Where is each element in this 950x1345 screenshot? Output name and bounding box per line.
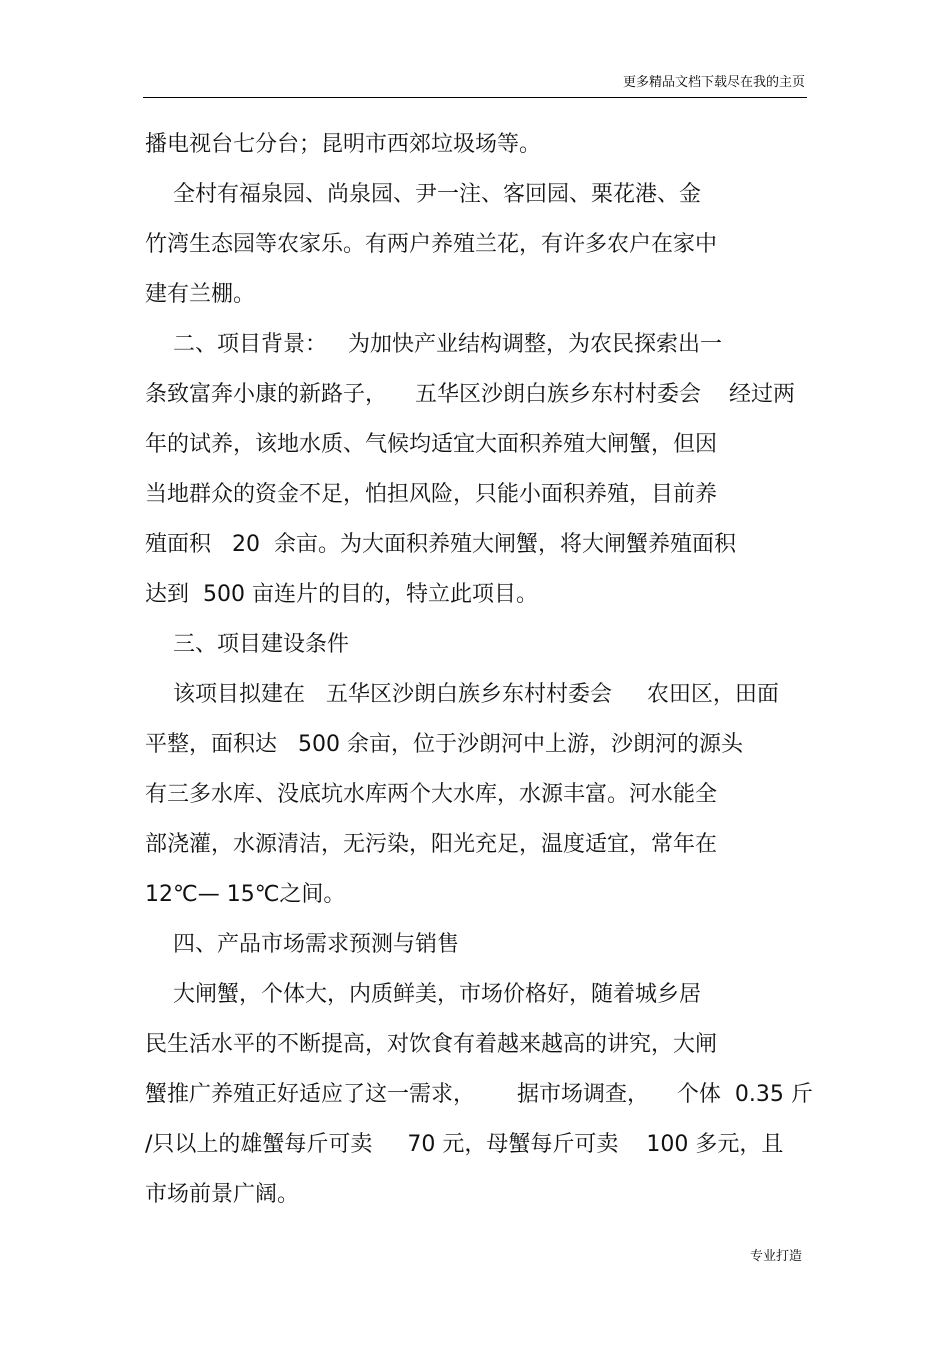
body-line: 当地群众的资金不足，怕担风险，只能小面积养殖，目前养 (145, 482, 718, 507)
body-line: 建有兰棚。 (145, 282, 256, 307)
body-line: 大闸蟹，个体大，内质鲜美，市场价格好，随着城乡居 (145, 982, 701, 1007)
body-line: 平整，面积达 500 余亩，位于沙朗河中上游，沙朗河的源头 (145, 732, 743, 757)
body-line: 蟹推广养殖正好适应了这一需求， 据市场调查， 个体 0.35 斤 (145, 1082, 813, 1107)
body-line: 二、项目背景： 为加快产业结构调整，为农民探索出一 (145, 332, 722, 357)
header-divider (143, 97, 807, 98)
body-line: 殖面积 20 余亩。为大面积养殖大闸蟹，将大闸蟹养殖面积 (145, 532, 736, 557)
body-line: 全村有福泉园、尚泉园、尹一注、客回园、栗花港、金 (145, 182, 701, 207)
footer-text: 专业打造 (749, 1249, 802, 1264)
body-line: 有三多水库、没底坑水库两个大水库，水源丰富。河水能全 (145, 782, 718, 807)
body-line: 竹湾生态园等农家乐。有两户养殖兰花，有许多农户在家中 (145, 232, 718, 257)
body-line: 民生活水平的不断提高，对饮食有着越来越高的讲究，大闸 (145, 1032, 718, 1057)
header-text: 更多精品文档下载尽在我的主页 (622, 75, 805, 90)
section-heading: 三、项目建设条件 (145, 632, 349, 657)
section-heading: 四、产品市场需求预测与销售 (145, 932, 459, 957)
body-line: 部浇灌，水源清洁，无污染，阳光充足，温度适宜，常年在 (145, 832, 718, 857)
body-line: 12℃— 15℃之间。 (145, 882, 346, 907)
body-line: 条致富奔小康的新路子， 五华区沙朗白族乡东村村委会 经过两 (145, 382, 795, 407)
body-line: 年的试养，该地水质、气候均适宜大面积养殖大闸蟹，但因 (145, 432, 718, 457)
page-header (0, 0, 950, 100)
body-line: 市场前景广阔。 (145, 1182, 300, 1207)
body-line: 该项目拟建在 五华区沙朗白族乡东村村委会 农田区，田面 (145, 682, 779, 707)
body-line: 播电视台七分台；昆明市西郊垃圾场等。 (145, 132, 542, 157)
body-line: 达到 500 亩连片的目的，特立此项目。 (145, 582, 538, 607)
body-line: /只以上的雄蟹每斤可卖 70 元，母蟹每斤可卖 100 多元，且 (145, 1132, 784, 1157)
